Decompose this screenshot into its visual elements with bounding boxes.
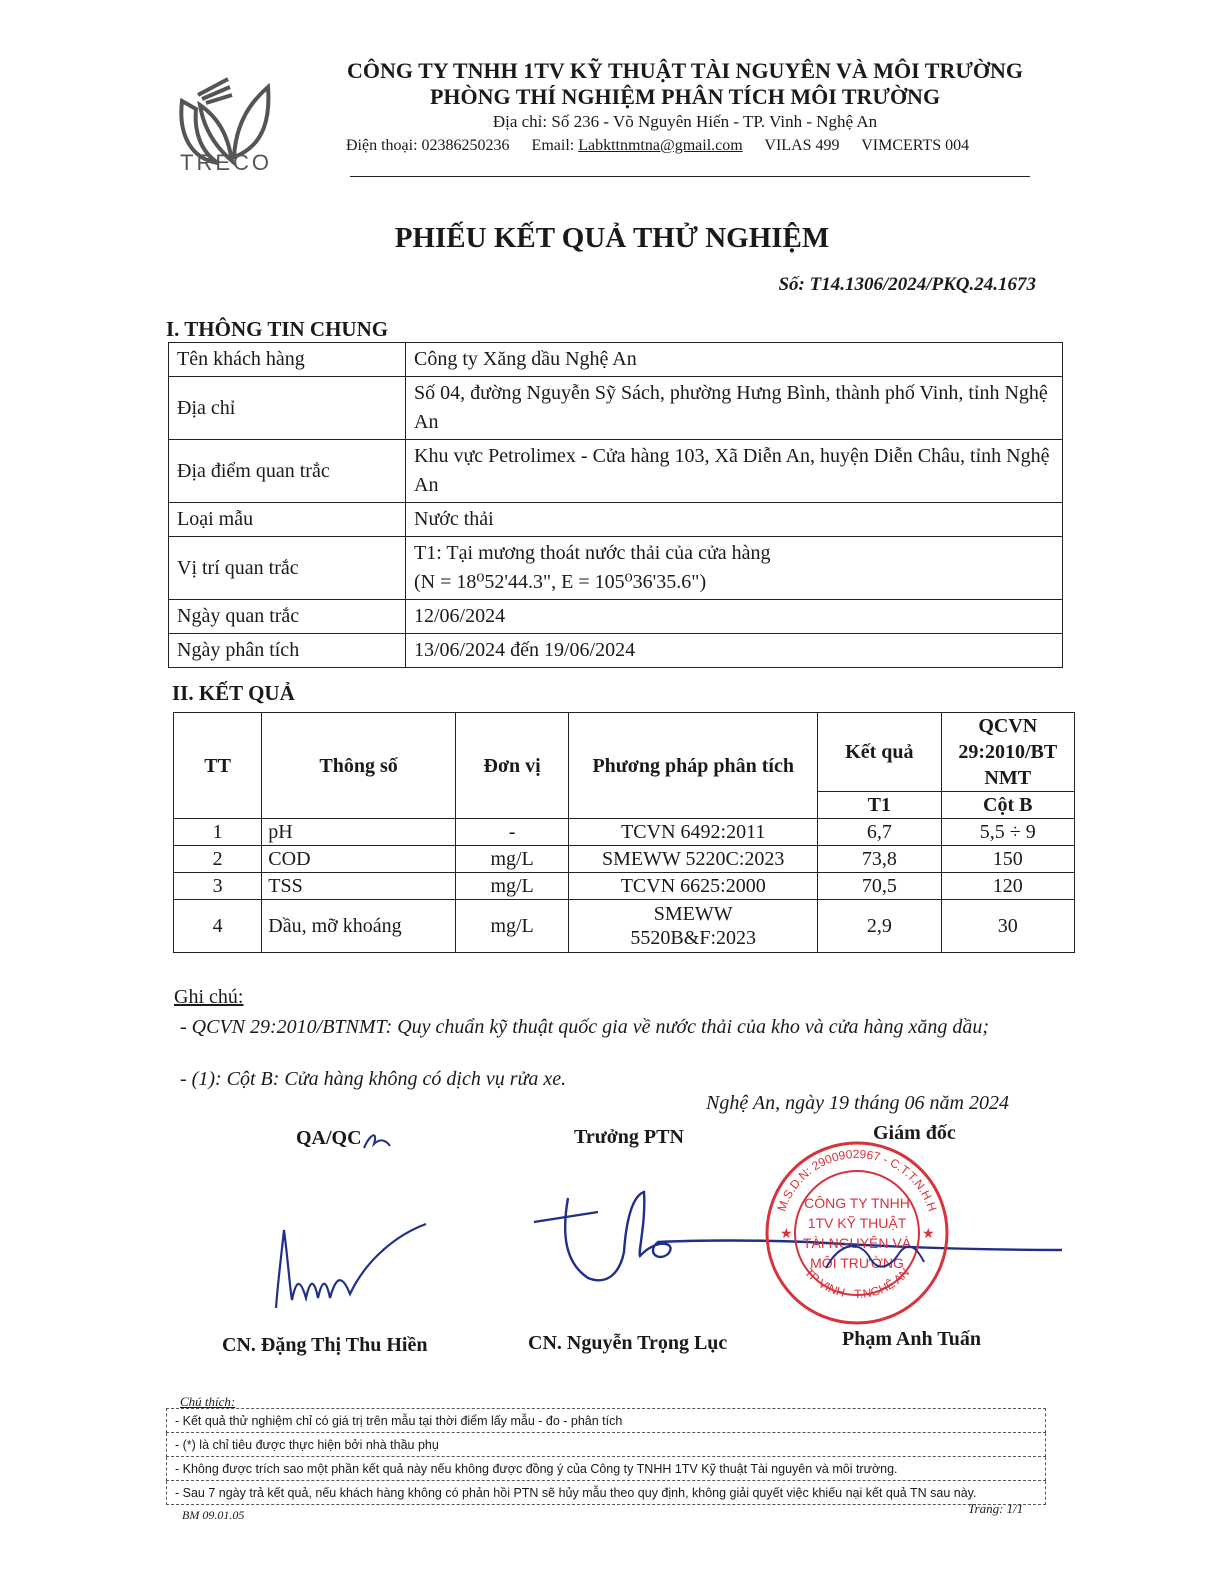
director-name: Phạm Anh Tuấn bbox=[842, 1328, 981, 1350]
note-item: - (1): Cột B: Cửa hàng không có dịch vụ rửa xe. bbox=[180, 1068, 567, 1090]
col-standard: QCVN 29:2010/BT NMT bbox=[941, 713, 1074, 792]
footer-note-row bbox=[167, 1433, 1046, 1457]
director-signature bbox=[820, 1232, 930, 1282]
form-code: BM 09.01.05 bbox=[182, 1508, 245, 1522]
info-value: Công ty Xăng dầu Nghệ An bbox=[406, 343, 1063, 377]
qa-signature bbox=[266, 1220, 436, 1315]
svg-text:★: ★ bbox=[780, 1227, 793, 1242]
location-desc: T1: Tại mương thoát nước thải của cửa hàng bbox=[414, 542, 771, 564]
info-value: Khu vực Petrolimex - Cửa hàng 103, Xã Diễn An, huyện Diễn Châu, tỉnh Nghệ An bbox=[406, 440, 1063, 503]
results-heading: II. KẾT QUẢ bbox=[172, 681, 295, 705]
col-method: Phương pháp phân tích bbox=[569, 713, 818, 819]
info-label: Địa chỉ bbox=[169, 377, 406, 440]
seal-line: CÔNG TY TNHH bbox=[804, 1195, 910, 1211]
qa-initial-mark bbox=[360, 1128, 400, 1153]
cell-param: TSS bbox=[262, 873, 456, 900]
info-row bbox=[169, 503, 1063, 537]
cell-result: 73,8 bbox=[818, 846, 941, 873]
lab-head-role: Trưởng PTN bbox=[574, 1126, 684, 1148]
email-label: Email: bbox=[531, 137, 579, 154]
info-row bbox=[169, 343, 1063, 377]
company-name: CÔNG TY TNHH 1TV KỸ THUẬT TÀI NGUYÊN VÀ MÔI TRƯỜNG bbox=[346, 58, 1023, 83]
location-coords: (N = 18⁰52'44.3", E = 105⁰36'35.6") bbox=[414, 571, 707, 593]
cell-unit: mg/L bbox=[455, 900, 568, 953]
cell-limit: 150 bbox=[941, 846, 1074, 873]
cell-param: COD bbox=[262, 846, 456, 873]
contact-line bbox=[346, 137, 969, 155]
page-number: Trang: 1/1 bbox=[968, 1501, 1024, 1516]
footer-note-row bbox=[167, 1409, 1046, 1433]
email-field bbox=[532, 137, 743, 154]
qa-role: QA/QC bbox=[296, 1127, 362, 1149]
col-param: Thông số bbox=[262, 713, 456, 819]
cell-limit: 30 bbox=[941, 900, 1074, 953]
header-divider bbox=[350, 176, 1030, 177]
seal-line: MÔI TRƯỜNG bbox=[810, 1255, 904, 1271]
cell-result: 6,7 bbox=[818, 819, 941, 846]
email-link[interactable]: Labkttnmtna@gmail.com bbox=[578, 137, 743, 154]
general-info-heading: I. THÔNG TIN CHUNG bbox=[166, 317, 389, 341]
info-label: Vị trí quan trắc bbox=[169, 537, 406, 600]
footer-notes-table bbox=[166, 1408, 1046, 1505]
info-row bbox=[169, 537, 1063, 600]
seal-line: 1TV KỸ THUẬT bbox=[807, 1215, 907, 1231]
footer-heading: Chú thích: bbox=[180, 1394, 236, 1409]
cell-limit: 120 bbox=[941, 873, 1074, 900]
cell-method: SMEWW 5520B&F:2023 bbox=[569, 900, 818, 953]
vimcerts-code: VIMCERTS 004 bbox=[861, 137, 970, 154]
notes-heading: Ghi chú: bbox=[174, 986, 244, 1008]
cell-unit: mg/L bbox=[455, 873, 568, 900]
director-role: Giám đốc bbox=[873, 1122, 956, 1144]
seal-arc-bottom: TP VINH - T.NGHỆ AN bbox=[801, 1265, 913, 1302]
results-table bbox=[173, 712, 1075, 953]
document-title: PHIẾU KẾT QUẢ THỬ NGHIỆM bbox=[394, 222, 830, 254]
footer-note: - Kết quả thử nghiệm chỉ có giá trị trên mẫu tại thời điểm lấy mẫu - đo - phân tích bbox=[167, 1409, 1046, 1433]
note-item: - QCVN 29:2010/BTNMT: Quy chuẩn kỹ thuật quốc gia về nước thải của kho và cửa hàng xăng dầu; bbox=[180, 1016, 990, 1038]
company-address: Địa chỉ: Số 236 - Võ Nguyên Hiến - TP. Vinh - Nghệ An bbox=[492, 112, 878, 131]
info-label: Loại mẫu bbox=[169, 503, 406, 537]
sign-date: Nghệ An, ngày 19 tháng 06 năm 2024 bbox=[706, 1092, 1009, 1114]
col-unit: Đơn vị bbox=[455, 713, 568, 819]
cell-limit: 5,5 ÷ 9 bbox=[941, 819, 1074, 846]
info-label: Tên khách hàng bbox=[169, 343, 406, 377]
cell-unit: - bbox=[455, 819, 568, 846]
info-value: Nước thải bbox=[406, 503, 1063, 537]
results-header-row bbox=[174, 713, 1075, 792]
footer-note: - Sau 7 ngày trả kết quả, nếu khách hàng không có phản hồi PTN sẽ hủy mẫu theo quy định, không giải quyết việc khiếu nại kết quả TN sau này. bbox=[167, 1481, 1046, 1505]
footer-note: - (*) là chỉ tiêu được thực hiện bởi nhà thầu phụ bbox=[167, 1433, 1046, 1457]
cell-result: 2,9 bbox=[818, 900, 941, 953]
col-standard-sub: Cột B bbox=[941, 792, 1074, 819]
cell-param: pH bbox=[262, 819, 456, 846]
cell-unit: mg/L bbox=[455, 846, 568, 873]
footer-note: - Không được trích sao một phần kết quả này nếu không được đồng ý của Công ty TNHH 1TV Kỹ thuật Tài nguyên và môi trường. bbox=[167, 1457, 1046, 1481]
info-row bbox=[169, 377, 1063, 440]
info-value: 13/06/2024 đến 19/06/2024 bbox=[406, 634, 1063, 668]
table-row bbox=[174, 819, 1075, 846]
cell-tt: 1 bbox=[174, 819, 262, 846]
col-tt: TT bbox=[174, 713, 262, 819]
lab-name: PHÒNG THÍ NGHIỆM PHÂN TÍCH MÔI TRƯỜNG bbox=[429, 84, 941, 109]
info-label: Ngày phân tích bbox=[169, 634, 406, 668]
info-label: Địa điểm quan trắc bbox=[169, 440, 406, 503]
info-value: Số 04, đường Nguyễn Sỹ Sách, phường Hưng Bình, thành phố Vinh, tỉnh Nghệ An bbox=[406, 377, 1063, 440]
logo-text: TRECO bbox=[180, 150, 272, 175]
table-row bbox=[174, 873, 1075, 900]
cell-result: 70,5 bbox=[818, 873, 941, 900]
cell-tt: 2 bbox=[174, 846, 262, 873]
vilas-code: VILAS 499 bbox=[764, 137, 840, 154]
footer-note-row bbox=[167, 1457, 1046, 1481]
cell-tt: 3 bbox=[174, 873, 262, 900]
svg-text:★: ★ bbox=[922, 1227, 935, 1242]
cell-method: TCVN 6492:2011 bbox=[569, 819, 818, 846]
cell-tt: 4 bbox=[174, 900, 262, 953]
seal-line: TÀI NGUYÊN VÀ bbox=[802, 1235, 912, 1251]
document-number: Số: T14.1306/2024/PKQ.24.1673 bbox=[778, 274, 1036, 295]
info-row bbox=[169, 600, 1063, 634]
table-row bbox=[174, 900, 1075, 953]
lab-head-name: CN. Nguyễn Trọng Lục bbox=[528, 1332, 728, 1354]
qa-name: CN. Đặng Thị Thu Hiền bbox=[222, 1334, 428, 1356]
phone: Điện thoại: 02386250236 bbox=[346, 137, 510, 154]
col-result: Kết quả bbox=[818, 713, 941, 792]
col-result-sub: T1 bbox=[818, 792, 941, 819]
cell-method: SMEWW 5220C:2023 bbox=[569, 846, 818, 873]
general-info-table bbox=[168, 342, 1063, 668]
footer-note-row bbox=[167, 1481, 1046, 1505]
cell-method: TCVN 6625:2000 bbox=[569, 873, 818, 900]
cell-param: Dầu, mỡ khoáng bbox=[262, 900, 456, 953]
seal-arc-top: M.S.D.N: 2900902967 - C.T.T.N.H.H bbox=[774, 1146, 940, 1214]
info-value: 12/06/2024 bbox=[406, 600, 1063, 634]
info-row bbox=[169, 634, 1063, 668]
table-row bbox=[174, 846, 1075, 873]
info-label: Ngày quan trắc bbox=[169, 600, 406, 634]
info-row bbox=[169, 440, 1063, 503]
info-value bbox=[406, 537, 1063, 600]
